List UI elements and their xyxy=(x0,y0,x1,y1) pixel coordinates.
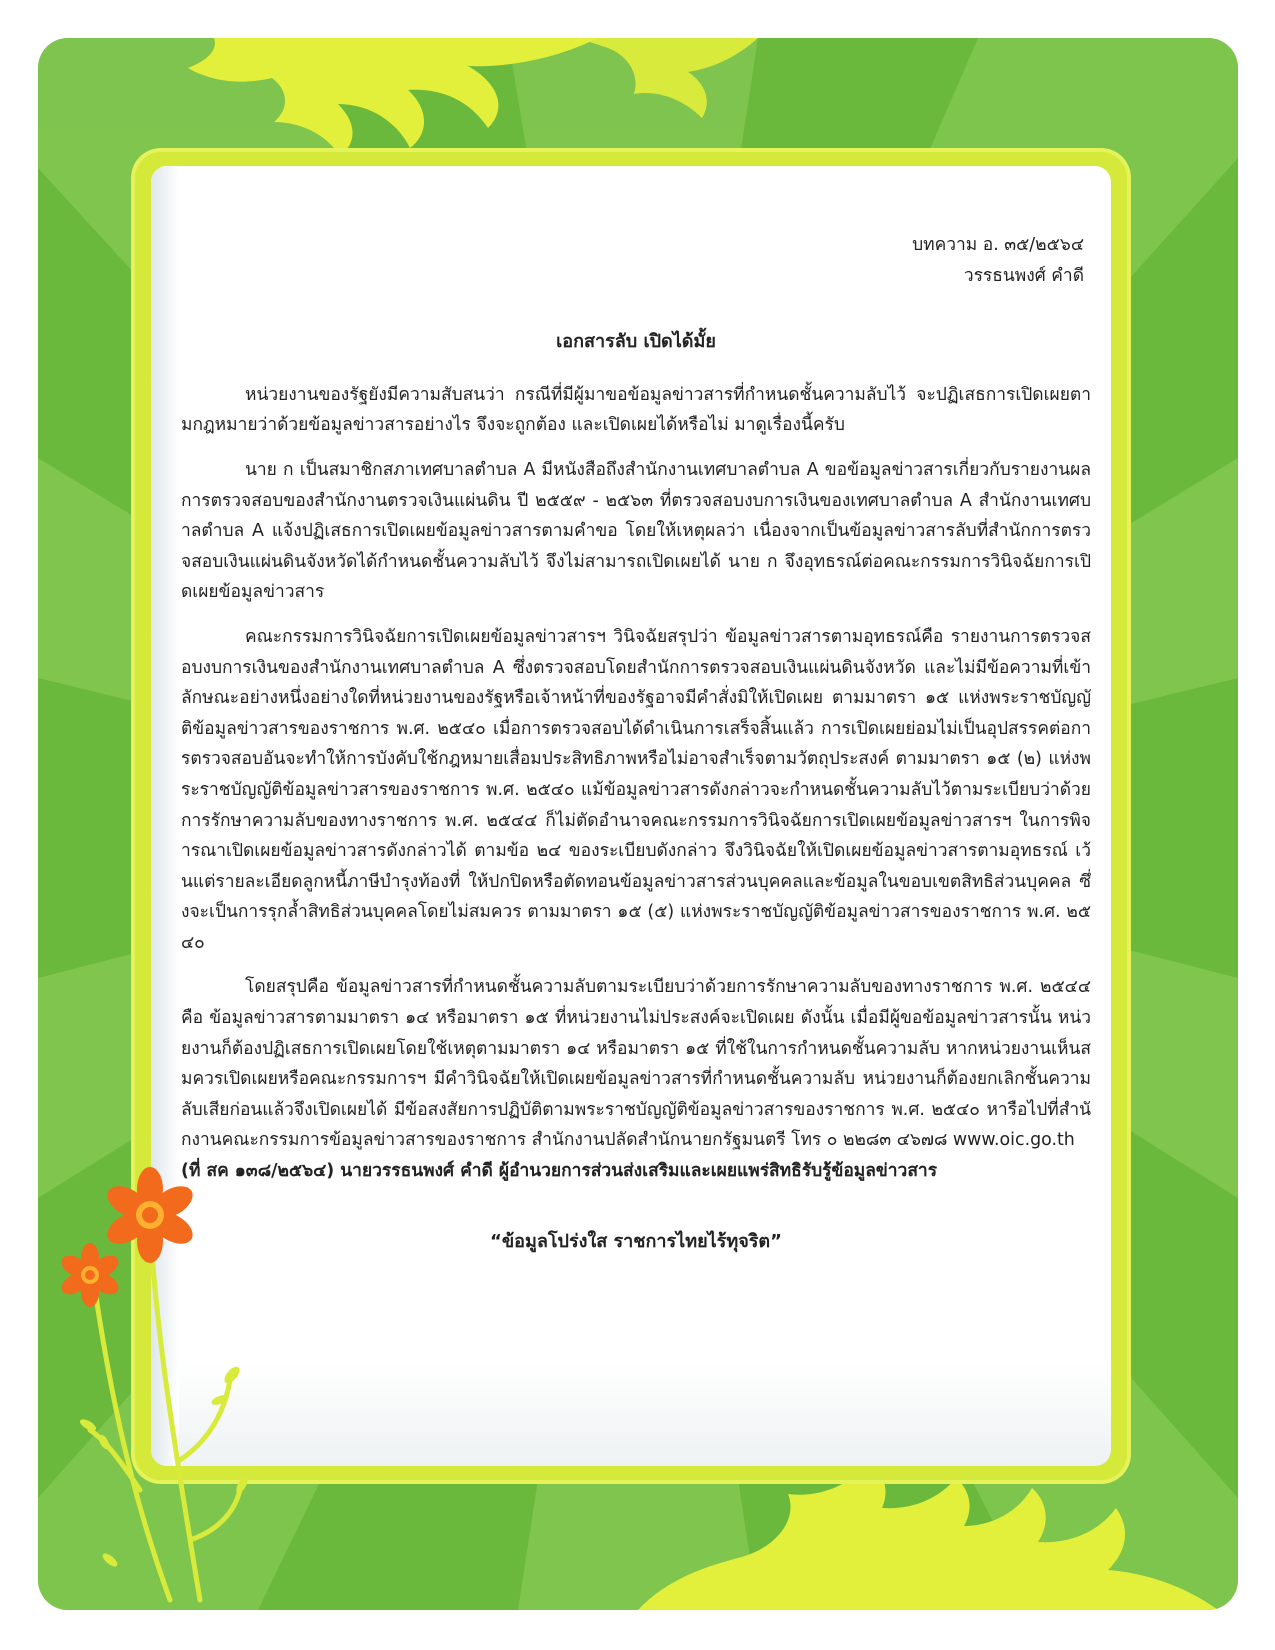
paragraph-intro: หน่วยงานของรัฐยังมีความสับสนว่า กรณีที่มีผู้มาขอข้อมูลข่าวสารที่กำหนดชั้นความลับไว้ จะปฏิเสธการเปิดเผยตามกฎหมายว่าด้วยข้อมูลข่าวสารอย่างไร จึงจะถูกต้อง และเปิดเผยได้หรือไม่ มาดูเรื่องนี้ครับ xyxy=(181,384,1091,436)
document-body xyxy=(181,230,1091,1257)
paragraph-summary: โดยสรุปคือ ข้อมูลข่าวสารที่กำหนดชั้นความลับตามระเบียบว่าด้วยการรักษาความลับของทางราชการ พ.ศ. ๒๕๔๔ คือ ข้อมูลข่าวสารตามมาตรา ๑๔ หรือมาตรา ๑๕ ที่หน่วยงานไม่ประสงค์จะเปิดเผย ดังนั้น เมื่อมีผู้ขอข้อมูลข่าวสารนั้น หน่วยงานก็ต้องปฏิเสธการเปิดเผยโดยใช้เหตุตามมาตรา ๑๔ หรือมาตรา ๑๕ ที่ใช้ในการกำหนดชั้นความลับ หากหน่วยงานเห็นสมควรเปิดเผยหรือคณะกรรมการฯ มีคำวินิจฉัยให้เปิดเผยข้อมูลข่าวสารที่กำหนดชั้นความลับ หน่วยงานก็ต้องยกเลิกชั้นความลับเสียก่อนแล้วจึงเปิดเผยได้ มีข้อสงสัยการปฏิบัติตามพระราชบัญญัติข้อมูลข่าวสารของราชการ พ.ศ. ๒๕๔๐ หารือไปที่สำนักงานคณะกรรมการข้อมูลข่าวสารของราชการ สำนักงานปลัดสำนักนายกรัฐมนตรี โทร ๐ ๒๒๘๓ ๔๖๗๘ www.oic.go.th xyxy=(181,977,1091,1151)
paragraph-case: นาย ก เป็นสมาชิกสภาเทศบาลตำบล A มีหนังสือถึงสำนักงานเทศบาลตำบล A ขอข้อมูลข่าวสารเกี่ยวกับรายงานผลการตรวจสอบของสำนักงานตรวจเงินแผ่นดิน ปี ๒๕๕๙ - ๒๕๖๓ ที่ตรวจสอบงบการเงินของเทศบาลตำบล A สำนักงานเทศบาลตำบล A แจ้งปฏิเสธการเปิดเผยข้อมูลข่าวสารตามคำขอ โดยให้เหตุผลว่า เนื่องจากเป็นข้อมูลข่าวสารลับที่สำนักการตรวจสอบเงินแผ่นดินจังหวัดได้กำหนดชั้นความลับไว้ จึงไม่สามารถเปิดเผยได้ นาย ก จึงอุทธรณ์ต่อคณะกรรมการวินิจฉัยการเปิดเผยข้อมูลข่าวสาร xyxy=(181,459,1091,603)
article-number: บทความ อ. ๓๕/๒๕๖๔ xyxy=(912,235,1084,255)
paragraph-decision: คณะกรรมการวินิจฉัยการเปิดเผยข้อมูลข่าวสารฯ วินิจฉัยสรุปว่า ข้อมูลข่าวสารตามอุทธรณ์คือ รายงานการตรวจสอบงบการเงินของสำนักงานเทศบาลตำบล A ซึ่งตรวจสอบโดยสำนักการตรวจสอบเงินแผ่นดินจังหวัด และไม่มีข้อความที่เข้าลักษณะอย่างหนึ่งอย่างใดที่หน่วยงานของรัฐหรือเจ้าหน้าที่ของรัฐอาจมีคำสั่งมิให้เปิดเผย ตามมาตรา ๑๕ แห่งพระราชบัญญัติข้อมูลข่าวสารของราชการ พ.ศ. ๒๕๔๐ เมื่อการตรวจสอบได้ดำเนินการเสร็จสิ้นแล้ว การเปิดเผยย่อมไม่เป็นอุปสรรคต่อการตรวจสอบอันจะทำให้การบังคับใช้กฎหมายเสื่อมประสิทธิภาพหรือไม่อาจสำเร็จตามวัตถุประสงค์ ตามมาตรา ๑๕ (๒) แห่งพระราชบัญญัติข้อมูลข่าวสารของราชการ พ.ศ. ๒๕๔๐ แม้ข้อมูลข่าวสารดังกล่าวจะกำหนดชั้นความลับไว้ตามระเบียบว่าด้วยการรักษาความลับของทางราชการ พ.ศ. ๒๕๔๔ ก็ไม่ตัดอำนาจคณะกรรมการวินิจฉัยการเปิดเผยข้อมูลข่าวสารฯ ในการพิจารณาเปิดเผยข้อมูลข่าวสารดังกล่าวได้ ตามข้อ ๒๔ ของระเบียบดังกล่าว จึงวินิจฉัยให้เปิดเผยข้อมูลข่าวสารตามอุทธรณ์ เว้นแต่รายละเอียดลูกหนี้ภาษีบำรุงท้องที่ ให้ปกปิดหรือตัดทอนข้อมูลข่าวสารส่วนบุคคลและข้อมูลในขอบเขตสิทธิส่วนบุคคล ซึ่งจะเป็นการรุกล้ำสิทธิส่วนบุคคลโดยไม่สมควร ตามมาตรา ๑๕ (๕) แห่งพระราชบัญญัติข้อมูลข่าวสารของราชการ พ.ศ. ๒๕๔๐ xyxy=(181,626,1091,953)
author-name: วรรธนพงศ์ คำดี xyxy=(963,265,1084,286)
document-title: เอกสารลับ เปิดได้มั้ย xyxy=(556,331,716,353)
small-orange-flower xyxy=(60,1243,122,1307)
reference-line: (ที่ สค ๑๓๘/๒๕๖๔) นายวรรธนพงศ์ คำดี ผู้อำนวยการส่วนส่งเสริมและเผยแพร่สิทธิรับรู้ข้อมูลข่าวสาร xyxy=(181,1161,938,1182)
slogan: “ข้อมูลโปร่งใส ราชการไทยไร้ทุจริต” xyxy=(490,1230,782,1252)
